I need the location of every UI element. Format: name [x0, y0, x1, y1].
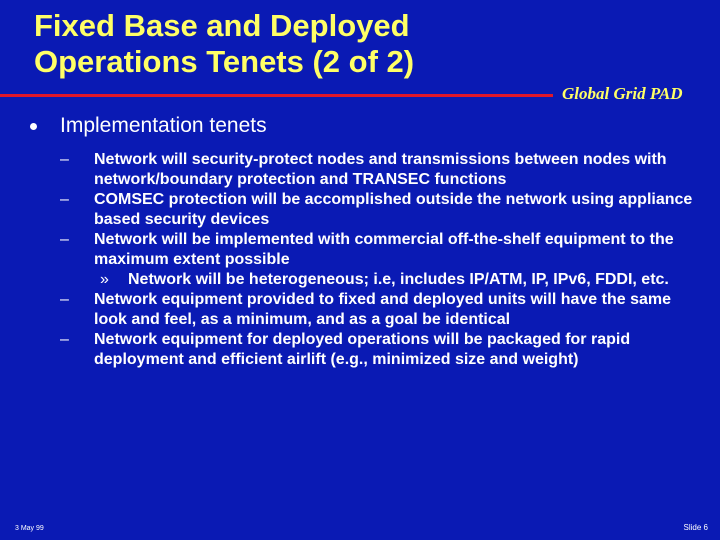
- main-bullet-text: Implementation tenets: [60, 114, 267, 137]
- dash-bullet-icon: –: [60, 291, 69, 308]
- bullet-text: Network will be heterogeneous; i.e, includes IP/ATM, IP, IPv6, FDDI, etc.: [128, 271, 669, 288]
- bullet-text: Network equipment for deployed operations will be packaged for rapid deployment and efficient airlift (e.g., minimized size and weight): [94, 331, 631, 368]
- bullet-text: COMSEC protection will be accomplished outside the network using appliance based security devices: [94, 191, 693, 228]
- slide-title-line-2: Operations Tenets (2 of 2): [34, 44, 415, 79]
- bullet-dot-icon: [30, 123, 37, 130]
- footer-date: 3 May 99: [15, 525, 44, 532]
- bullet-item: [60, 330, 700, 370]
- slide-title-line-1: Fixed Base and Deployed: [34, 8, 410, 43]
- bullet-item: [60, 190, 700, 230]
- bullet-item: [60, 230, 700, 270]
- sub-bullet-item: [60, 270, 700, 290]
- bullet-list: [60, 150, 700, 370]
- bullet-text: Network will be implemented with commercial off-the-shelf equipment to the maximum extent possible: [94, 231, 674, 268]
- dash-bullet-icon: –: [60, 191, 69, 208]
- slide-title: [34, 8, 554, 80]
- bullet-text: Network will security-protect nodes and transmissions between nodes with network/boundary protection and TRANSEC functions: [94, 151, 667, 188]
- subtitle: Global Grid PAD: [562, 84, 683, 103]
- bullet-item: [60, 150, 700, 190]
- bullet-text: Network equipment provided to fixed and deployed units will have the same look and feel, as a minimum, and as a goal be identical: [94, 291, 671, 328]
- chevron-bullet-icon: »: [100, 271, 109, 288]
- title-divider: [0, 94, 553, 97]
- footer-slide-number: Slide 6: [683, 523, 708, 532]
- bullet-item: [60, 290, 700, 330]
- dash-bullet-icon: –: [60, 231, 69, 248]
- dash-bullet-icon: –: [60, 331, 69, 348]
- dash-bullet-icon: –: [60, 151, 69, 168]
